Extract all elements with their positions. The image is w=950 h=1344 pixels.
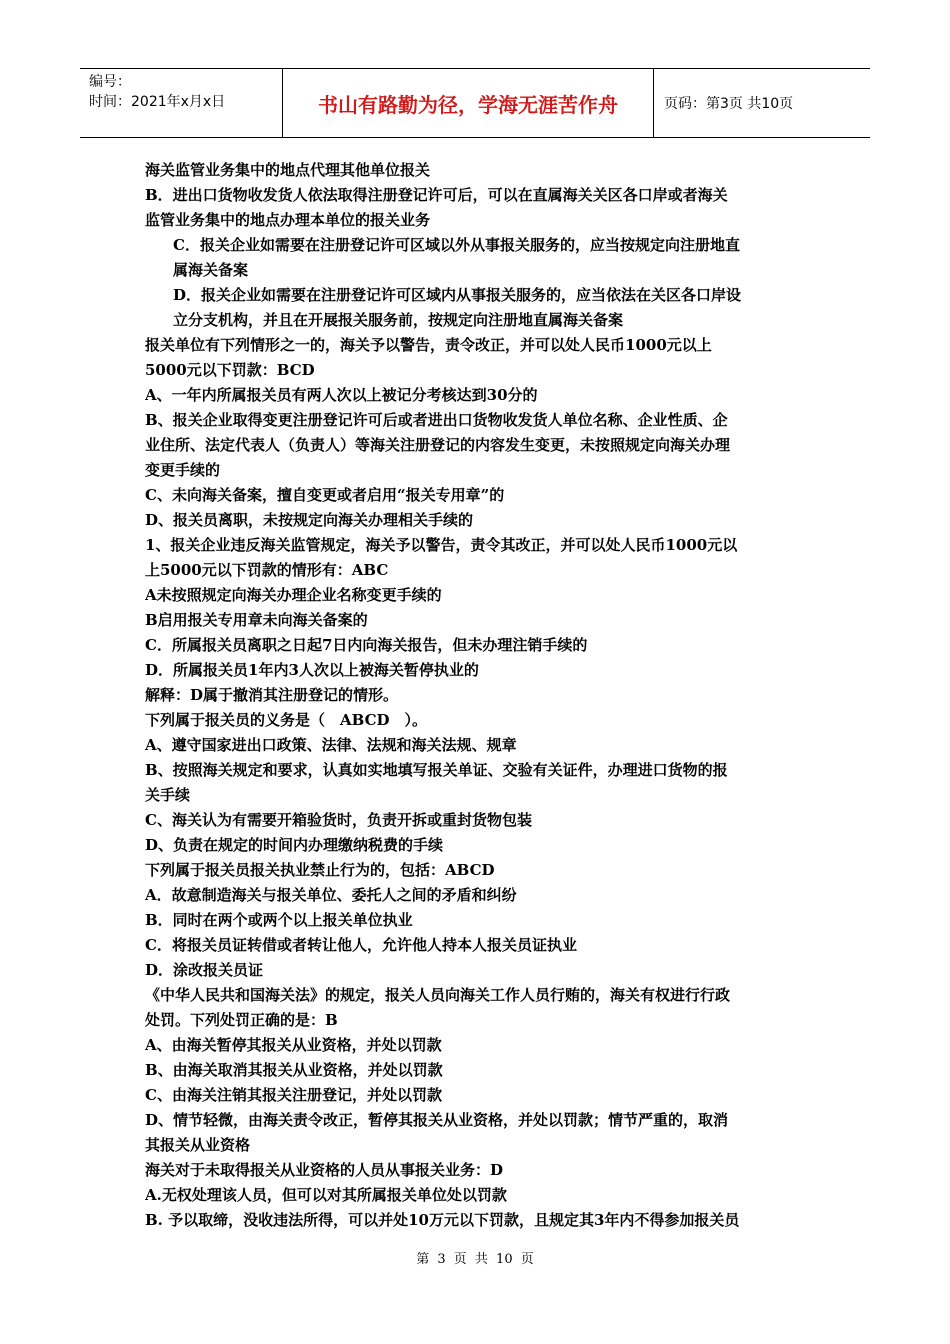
text-line: D、报关员离职，未按规定向海关办理相关手续的: [145, 511, 474, 529]
text-line: 监管业务集中的地点办理本单位的报关业务: [145, 211, 431, 229]
text-line: D、情节轻微，由海关责令改正，暂停其报关从业资格，并处以罚款；情节严重的，取消: [145, 1111, 729, 1129]
text-line: 关手续: [145, 786, 191, 804]
text-line: 变更手续的: [145, 461, 221, 479]
text-line: C、海关认为有需要开箱验货时，负责开拆或重封货物包装: [145, 811, 532, 829]
header-motto: 书山有路勤为径，学海无涯苦作舟: [282, 69, 654, 137]
header-page-info: 页码：第3页 共10页: [664, 96, 794, 112]
text-line: A．故意制造海关与报关单位、委托人之间的矛盾和纠纷: [145, 886, 517, 904]
text-line: B、按照海关规定和要求，认真如实地填写报关单证、交验有关证件，办理进口货物的报: [145, 761, 728, 779]
text-line: 属海关备案: [173, 261, 249, 279]
page-footer: 第 3 页 共 10 页: [416, 1252, 534, 1267]
text-line: A.无权处理该人员，但可以对其所属报关单位处以罚款: [145, 1186, 507, 1204]
text-line: 下列属于报关员的义务是（ ABCD ）。: [145, 711, 428, 729]
text-line: 海关对于未取得报关从业资格的人员从事报关业务：D: [145, 1161, 504, 1179]
text-line: 上5000元以下罚款的情形有：ABC: [145, 561, 389, 579]
text-line: C．将报关员证转借或者转让他人，允许他人持本人报关员证执业: [145, 936, 577, 954]
text-line: D．涂改报关员证: [145, 961, 264, 979]
text-line: 解释：D属于撤消其注册登记的情形。: [145, 686, 399, 704]
text-line: 5000元以下罚款：BCD: [145, 361, 315, 379]
text-line: 1、报关企业违反海关监管规定，海关予以警告，责令其改正，并可以处人民币1000元以: [145, 536, 738, 554]
text-line: B、报关企业取得变更注册登记许可后或者进出口货物收发货人单位名称、企业性质、企: [145, 411, 728, 429]
text-line: B．同时在两个或两个以上报关单位执业: [145, 911, 413, 929]
text-line: A、由海关暂停其报关从业资格，并处以罚款: [145, 1036, 442, 1054]
text-line: D．所属报关员1年内3人次以上被海关暂停执业的: [145, 661, 479, 679]
page-header: [80, 68, 870, 138]
text-line: B启用报关专用章未向海关备案的: [145, 611, 368, 629]
text-line: 报关单位有下列情形之一的，海关予以警告，责令改正，并可以处人民币1000元以上: [145, 336, 712, 354]
text-line: B、由海关取消其报关从业资格，并处以罚款: [145, 1061, 443, 1079]
text-line: C．报关企业如需要在注册登记许可区域以外从事报关服务的，应当按规定向注册地直: [173, 236, 740, 254]
text-line: D．报关企业如需要在注册登记许可区域内从事报关服务的，应当依法在关区各口岸设: [173, 286, 742, 304]
text-line: 海关监管业务集中的地点代理其他单位报关: [145, 161, 431, 179]
text-line: A、遵守国家进出口政策、法律、法规和海关法规、规章: [145, 736, 517, 754]
document-body: [145, 158, 810, 1233]
text-line: B．进出口货物收发货人依法取得注册登记许可后，可以在直属海关关区各口岸或者海关: [145, 186, 728, 204]
text-line: 下列属于报关员报关执业禁止行为的，包括：ABCD: [145, 861, 495, 879]
document-date: 时间：2021年x月x日: [89, 94, 226, 110]
text-line: C、未向海关备案，擅自变更或者启用“报关专用章”的: [145, 486, 505, 504]
text-line: C、由海关注销其报关注册登记，并处以罚款: [145, 1086, 442, 1104]
text-line: 立分支机构，并且在开展报关服务前，按规定向注册地直属海关备案: [173, 311, 624, 329]
header-meta: [80, 69, 282, 137]
document-number-label: 编号：: [89, 74, 131, 90]
text-line: A未按照规定向海关办理企业名称变更手续的: [145, 586, 442, 604]
text-line: A、一年内所属报关员有两人次以上被记分考核达到30分的: [145, 386, 538, 404]
text-line: 《中华人民共和国海关法》的规定，报关人员向海关工作人员行贿的，海关有权进行行政: [145, 986, 731, 1004]
text-line: 处罚。下列处罚正确的是：B: [145, 1011, 338, 1029]
text-line: 业住所、法定代表人（负责人）等海关注册登记的内容发生变更，未按照规定向海关办理: [145, 436, 731, 454]
text-line: B. 予以取缔，没收违法所得，可以并处10万元以下罚款，且规定其3年内不得参加报关员: [145, 1211, 740, 1229]
text-line: C．所属报关员离职之日起7日内向海关报告，但未办理注销手续的: [145, 636, 588, 654]
text-line: 其报关从业资格: [145, 1136, 251, 1154]
text-line: D、负责在规定的时间内办理缴纳税费的手续: [145, 836, 444, 854]
